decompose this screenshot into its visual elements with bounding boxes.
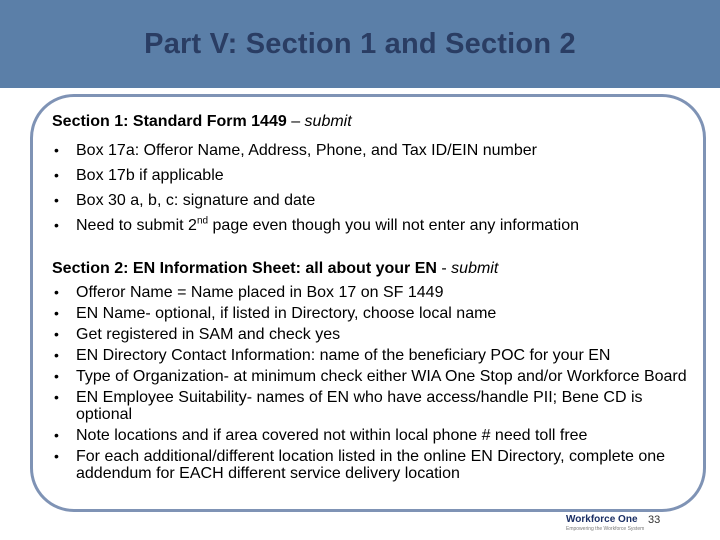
list-item: [52, 389, 692, 423]
bullet-icon: •: [54, 326, 59, 342]
page-number: 33: [648, 514, 661, 526]
list-item: [52, 167, 692, 184]
list-item: [52, 192, 692, 209]
list-item: [52, 427, 692, 444]
list-item-text: Box 30 a, b, c: signature and date: [76, 192, 316, 209]
section1-heading-text: Section 1: Standard Form 1449: [52, 113, 287, 130]
list-item-text: EN Employee Suitability- names of EN who have access/handle PII; Bene CD is optional: [76, 389, 643, 423]
section1-dash: –: [291, 113, 301, 130]
bullet-icon: •: [54, 284, 59, 300]
section2-dash: -: [441, 260, 447, 277]
list-item: [52, 217, 692, 234]
superscript-nd: nd: [196, 215, 209, 227]
list-item-text: Need to submit 2: [76, 217, 197, 234]
list-item: [52, 368, 692, 385]
list-item-text: Offeror Name = Name placed in Box 17 on SF 1449: [76, 284, 444, 301]
list-item: [52, 448, 692, 482]
bullet-icon: •: [54, 192, 59, 208]
slide-title: Part V: Section 1 and Section 2: [144, 28, 576, 60]
bullet-icon: •: [54, 448, 59, 464]
bullet-icon: •: [54, 368, 59, 384]
bullet-icon: •: [54, 389, 59, 405]
list-item-text: Note locations and if area covered not within local phone # need toll free: [76, 427, 588, 444]
section2-heading-text: Section 2: EN Information Sheet: all about your EN: [52, 260, 437, 277]
list-item: [52, 284, 692, 301]
list-item-text: For each additional/different location listed in the online EN Directory, complete one addendum for EACH different service delivery location: [76, 448, 666, 482]
list-item: [52, 347, 692, 364]
logo-text: Workforce One: [566, 514, 638, 525]
section2-submit: submit: [451, 260, 499, 277]
bullet-icon: •: [54, 217, 59, 233]
bullet-icon: •: [54, 142, 59, 158]
list-item-text: Box 17b if applicable: [76, 167, 224, 184]
list-item: [52, 142, 692, 159]
list-item-text: EN Name- optional, if listed in Directory, choose local name: [76, 305, 497, 322]
section2-list: [52, 284, 692, 486]
list-item-text: Box 17a: Offeror Name, Address, Phone, and Tax ID/EIN number: [76, 142, 537, 159]
list-item: [52, 326, 692, 343]
list-item-text: EN Directory Contact Information: name of the beneficiary POC for your EN: [76, 347, 611, 364]
section1-submit: submit: [304, 113, 352, 130]
list-item-text: Type of Organization- at minimum check either WIA One Stop and/or Workforce Board: [76, 368, 687, 385]
bullet-icon: •: [54, 167, 59, 183]
list-item: [52, 305, 692, 322]
section1-list: [52, 142, 692, 242]
section2-heading: [52, 260, 498, 278]
list-item-text-after: page even though you will not enter any information: [208, 217, 579, 234]
bullet-icon: •: [54, 347, 59, 363]
workforce-one-logo: [566, 514, 645, 534]
section1-heading: [52, 113, 352, 131]
list-item-text: Get registered in SAM and check yes: [76, 326, 341, 343]
logo-subtext: Empowering the Workforce System: [566, 526, 645, 532]
bullet-icon: •: [54, 427, 59, 443]
bullet-icon: •: [54, 305, 59, 321]
